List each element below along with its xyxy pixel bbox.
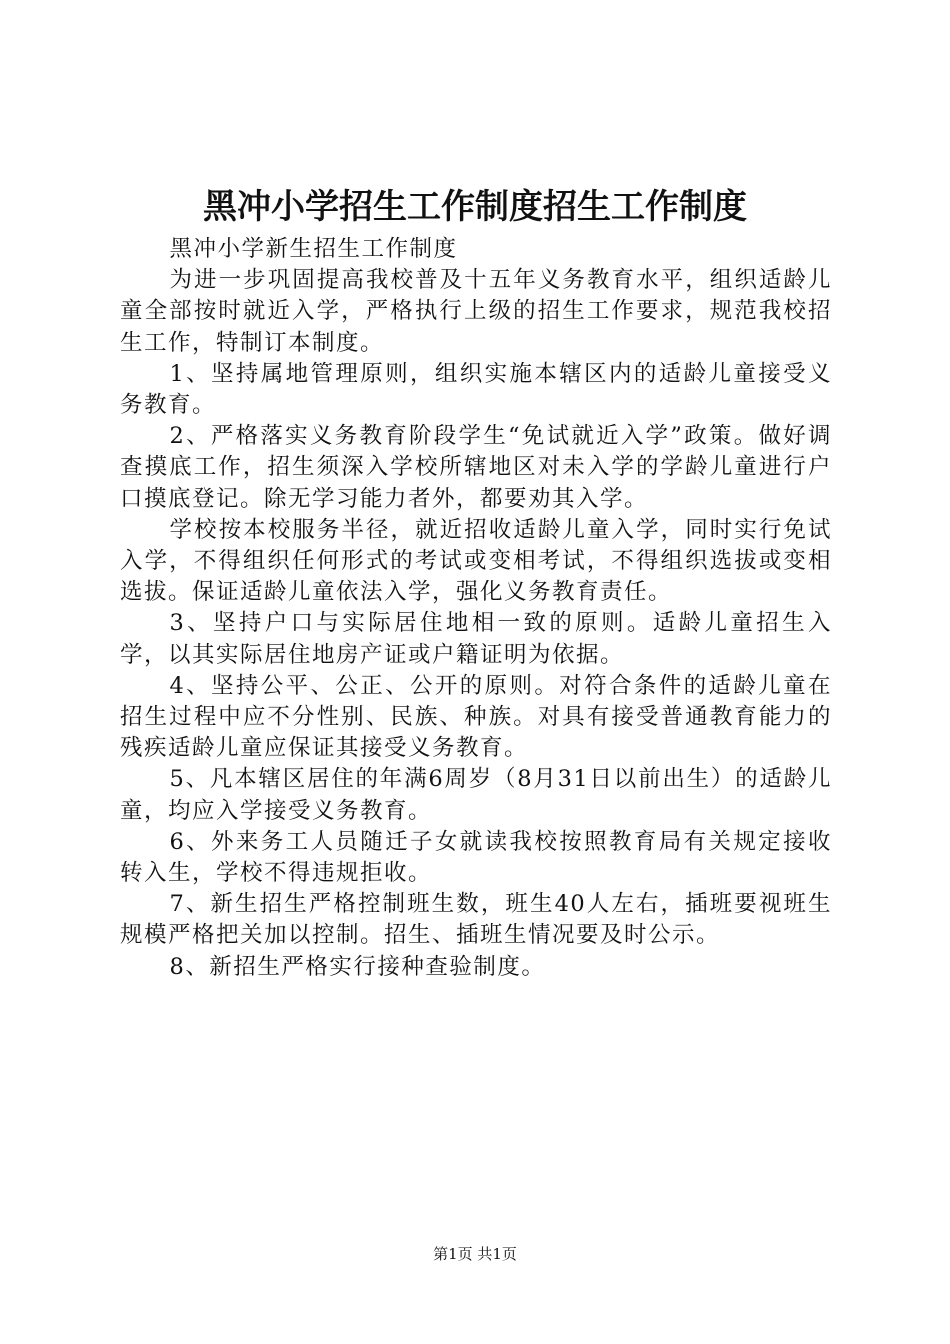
paragraph-item-3: 3、坚持户口与实际居住地相一致的原则。适龄儿童招生入学，以其实际居住地房产证或户籍证明为依据。 — [120, 610, 832, 668]
paragraph-item-7: 7、新生招生严格控制班生数，班生40人左右，插班要视班生规模严格把关加以控制。招生、插班生情况要及时公示。 — [120, 891, 832, 949]
paragraph-subtitle: 黑冲小学新生招生工作制度 — [169, 236, 458, 262]
document-title: 黑冲小学招生工作制度招生工作制度 — [203, 187, 747, 227]
paragraph-intro: 为进一步巩固提高我校普及十五年义务教育水平，组织适龄儿童全部按时就近入学，严格执行上级的招生工作要求，规范我校招生工作，特制订本制度。 — [120, 267, 832, 356]
paragraph-item-4: 4、坚持公平、公正、公开的原则。对符合条件的适龄儿童在招生过程中应不分性别、民族、种族。对具有接受普通教育能力的残疾适龄儿童应保证其接受义务教育。 — [120, 672, 832, 762]
paragraph-item-8: 8、新招生严格实行接种查验制度。 — [169, 953, 546, 980]
document-body — [120, 234, 832, 983]
paragraph-item-5: 5、凡本辖区居住的年满6周岁（8月31日以前出生）的适龄儿童，均应入学接受义务教育。 — [120, 766, 832, 824]
paragraph-item-6: 6、外来务工人员随迁子女就读我校按照教育局有关规定接收转入生，学校不得违规拒收。 — [120, 828, 832, 887]
paragraph-item-1: 1、坚持属地管理原则，组织实施本辖区内的适龄儿童接受义务教育。 — [120, 360, 832, 419]
paragraph-item-2-detail: 学校按本校服务半径，就近招收适龄儿童入学，同时实行免试入学，不得组织任何形式的考试或变相考试，不得组织选拔或变相选拔。保证适龄儿童依法入学，强化义务教育责任。 — [120, 516, 832, 606]
page-footer: 第1页 共1页 — [433, 1245, 517, 1263]
paragraph-item-2: 2、严格落实义务教育阶段学生“免试就近入学”政策。做好调查摸底工作，招生须深入学校所辖地区对未入学的学龄儿童进行户口摸底登记。除无学习能力者外，都要劝其入学。 — [120, 423, 832, 512]
